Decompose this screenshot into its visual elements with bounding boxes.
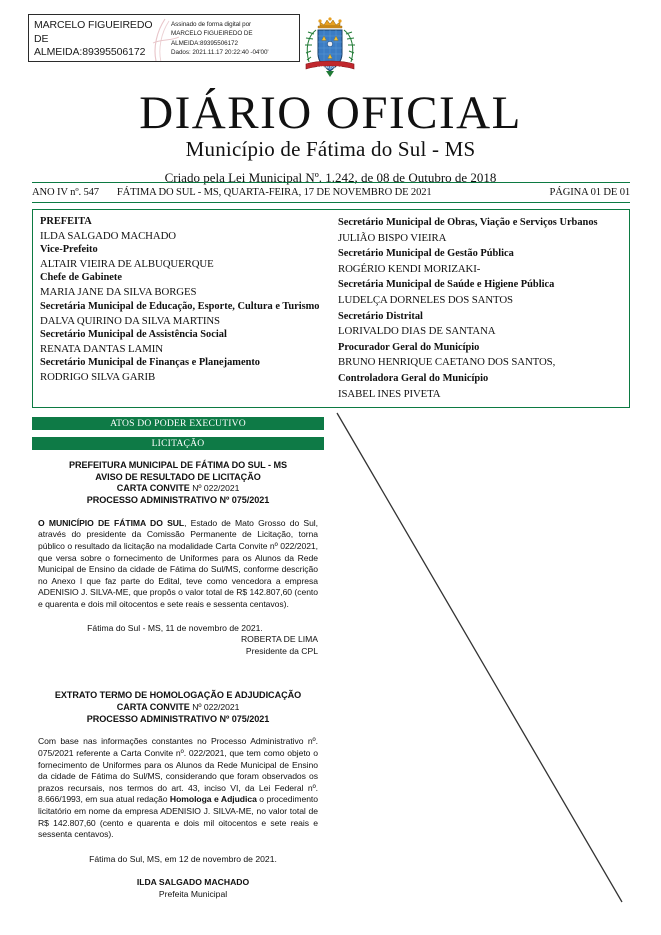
official-role: Secretário Municipal de Finanças e Planejamento xyxy=(40,356,261,368)
article-heading-line xyxy=(32,702,324,714)
issue-number: ANO IV nº. 547 xyxy=(32,187,99,198)
signature-subject xyxy=(34,19,166,60)
carta-convite-number: Nº 022/2021 xyxy=(192,483,240,494)
official-person: ILDA SALGADO MACHADO xyxy=(40,230,176,243)
signature-detail-line-3: ALMEIDA:89395506172 xyxy=(171,39,238,47)
article-aviso-resultado-licitacao xyxy=(32,460,324,657)
official-person: LORIVALDO DIAS DE SANTANA xyxy=(338,325,496,338)
article-body-rest: , Estado de Mato Grosso do Sul, através do presidente da Comissão Permanente de Licitação, torna público o resultado da licitação na modalidade Carta Convite nº 022/2021, que versa sobre o fornecimento de Uniformes para os Alunos da Rede Municipal de Ensino da cidade de Fátima do Sul/MS, conforme descrição no Anexo I que faz parte do Edital, teve como vencedora a empresa ADENISIO J. SILVA-ME, que propôs o valor total de R$ 142.807,60 (cento e quarenta e dois mil oitocentos e sete reais e sessenta centavos). xyxy=(38,517,318,609)
signature-name: ILDA SALGADO MACHADO xyxy=(136,877,250,888)
official-person: MARIA JANE DA SILVA BORGES xyxy=(40,286,197,299)
official-person: RENATA DANTAS LAMIN xyxy=(40,342,163,355)
article-heading-line: PROCESSO ADMINISTRATIVO Nº 075/2021 xyxy=(86,495,270,506)
official-person: JULIÃO BISPO VIEIRA xyxy=(338,231,447,244)
signature-name: ROBERTA DE LIMA xyxy=(240,634,318,645)
officials-left-column xyxy=(33,210,331,407)
page-title: DIÁRIO OFICIAL xyxy=(139,87,522,139)
svg-text:FATIMA DO SUL: FATIMA DO SUL xyxy=(317,65,343,70)
signature-subject-line-3: ALMEIDA:89395506172 xyxy=(34,46,146,58)
article-body xyxy=(32,518,324,611)
signature-subject-line-1: MARCELO FIGUEIREDO xyxy=(34,19,153,31)
section-banner-label: LICITAÇÃO xyxy=(151,438,205,449)
article-heading-line xyxy=(32,483,324,495)
article-heading-line: PREFEITURA MUNICIPAL DE FÁTIMA DO SUL - MS xyxy=(68,460,287,470)
section-banner-label: ATOS DO PODER EXECUTIVO xyxy=(110,418,246,429)
official-role: Secretária Municipal de Educação, Esporte, Cultura e Turismo xyxy=(40,300,320,312)
article-body-part-1: Com base nas informações constantes no Processo Administrativo nº. 075/2021 referente a Carta Convite nº. 022/2021, que tem como objeto o fornecimento de Uniformes para os Alunos da Rede Municipal de Ensino da cidade de Fátima do Sul/MS, considerando que foram observados os prazos recursais, nos termos do art. 43, inciso VI, da Lei Federal nº. 8.666/1993, em sua atual redação xyxy=(38,736,318,805)
signature-date: Fátima do Sul - MS, 11 de novembro de 2021. xyxy=(87,622,263,633)
article-column xyxy=(32,460,324,901)
signature-date: Fátima do Sul, MS, em 12 de novembro de 2021. xyxy=(89,853,277,864)
page-indicator: PÁGINA 01 DE 01 xyxy=(549,187,630,198)
official-role: Secretária Municipal de Saúde e Higiene Pública xyxy=(338,279,555,291)
official-role: Secretário Municipal de Gestão Pública xyxy=(338,248,514,260)
section-banner-licitacao xyxy=(32,437,324,450)
article-body xyxy=(32,736,324,840)
official-person: ISABEL INES PIVETA xyxy=(338,387,441,400)
masthead-law-line: Criado pela Lei Municipal Nº. 1.242, de 08 de Outubro de 2018 xyxy=(164,170,497,185)
article-heading xyxy=(32,690,324,725)
official-person: ALTAIR VIEIRA DE ALBUQUERQUE xyxy=(40,258,214,271)
masthead-subtitle: Município de Fátima do Sul - MS xyxy=(185,137,476,161)
officials-box xyxy=(32,209,630,408)
issue-date-location: FÁTIMA DO SUL - MS, QUARTA-FEIRA, 17 DE NOVEMBRO DE 2021 xyxy=(116,187,432,198)
article-extrato-homologacao-adjudicacao xyxy=(32,690,324,900)
official-role: Vice-Prefeito xyxy=(40,244,98,256)
article-spacer xyxy=(32,657,324,690)
carta-convite-label: CARTA CONVITE xyxy=(116,483,190,494)
official-role: Procurador Geral do Município xyxy=(338,341,480,353)
article-heading-line: AVISO DE RESULTADO DE LICITAÇÃO xyxy=(95,471,261,482)
article-heading-line: EXTRATO TERMO DE HOMOLOGAÇÃO E ADJUDICAÇÃO xyxy=(54,690,302,701)
official-person: BRUNO HENRIQUE CAETANO DOS SANTOS, xyxy=(338,356,556,369)
signature-detail-line-4: Dados: 2021.11.17 20:22:40 -04'00' xyxy=(171,49,269,57)
article-heading-line: PROCESSO ADMINISTRATIVO Nº 075/2021 xyxy=(86,713,270,724)
carta-convite-label: CARTA CONVITE xyxy=(116,702,190,713)
issue-info-bar xyxy=(32,182,630,203)
official-role: Secretário Municipal de Assistência Social xyxy=(40,328,227,340)
signature-subject-line-2: DE xyxy=(34,32,49,45)
signature-role: Presidente da CPL xyxy=(245,645,318,656)
official-role: PREFEITA xyxy=(40,216,92,227)
article-signature-block xyxy=(32,854,324,901)
article-body-lead: O MUNICÍPIO DE FÁTIMA DO SUL xyxy=(38,517,185,528)
official-role: Controladora Geral do Município xyxy=(338,372,489,384)
official-person: RODRIGO SILVA GARIB xyxy=(40,371,156,384)
article-body-part-2: o procedimento licitatório em nome da empresa ADENISIO J. SILVA-ME, no valor total de R$ 142.807,60 (cento e quarenta e dois mil oitocentos e sete reais e sessenta centavos). xyxy=(38,794,318,840)
official-person: DALVA QUIRINO DA SILVA MARTINS xyxy=(40,314,220,327)
signature-detail-line-2: MARCELO FIGUEIREDO DE xyxy=(171,30,253,38)
carta-convite-number: Nº 022/2021 xyxy=(192,702,240,713)
article-body-emphasis: Homologa e Adjudica xyxy=(169,794,257,805)
signature-detail-line-1: Assinado de forma digital por xyxy=(171,21,252,28)
empty-column-strike-line xyxy=(330,405,661,915)
article-signature-block xyxy=(32,623,324,658)
official-role: Secretário Distrital xyxy=(338,310,423,322)
digital-signature-stamp xyxy=(28,14,300,62)
section-banner-atos-poder-executivo xyxy=(32,417,324,430)
masthead xyxy=(0,88,661,187)
official-person: ROGÉRIO KENDI MORIZAKI- xyxy=(338,262,481,275)
officials-right-column xyxy=(331,210,629,407)
official-person: LUDELÇA DORNELES DOS SANTOS xyxy=(338,293,513,306)
official-role: Secretário Municipal de Obras, Viação e Serviços Urbanos xyxy=(338,217,598,228)
signature-role: Prefeita Municipal xyxy=(158,888,228,899)
article-heading xyxy=(32,460,324,507)
official-role: Chefe de Gabinete xyxy=(40,272,122,284)
signature-details xyxy=(171,20,299,58)
municipal-coat-of-arms-icon xyxy=(296,14,364,84)
